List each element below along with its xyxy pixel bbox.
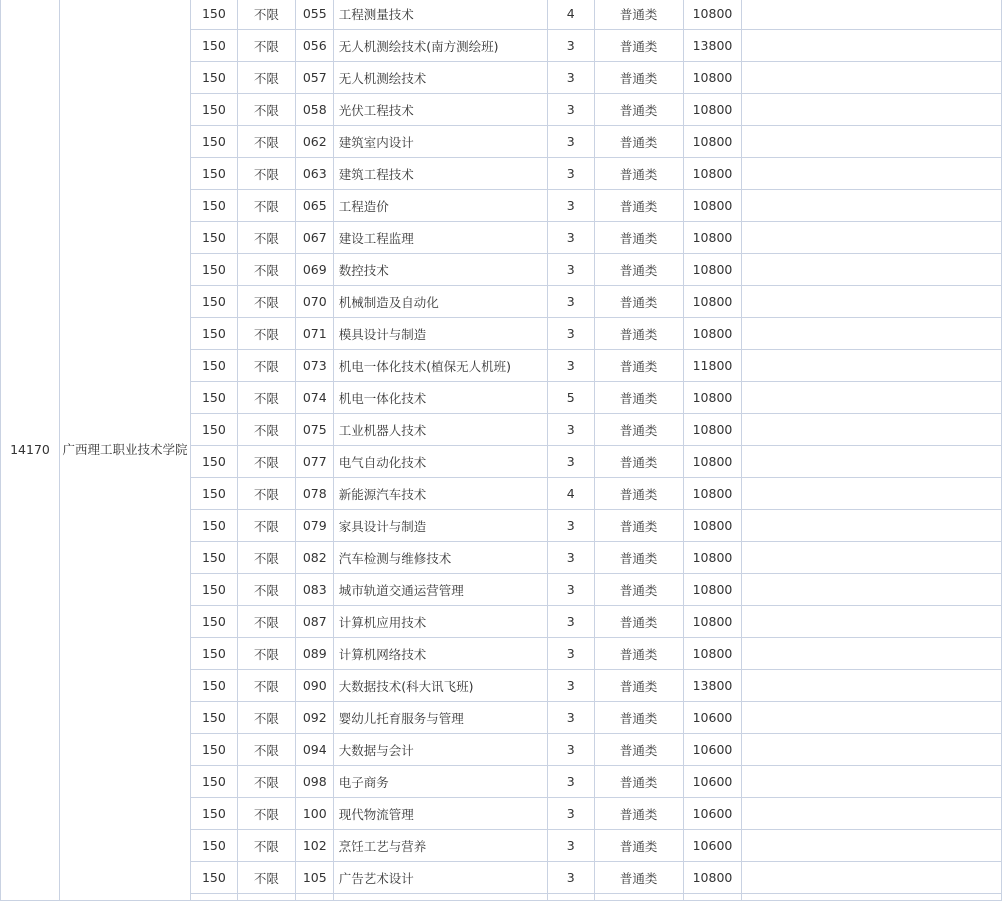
study-years-cell: 3 — [547, 702, 594, 734]
study-years-cell: 3 — [547, 446, 594, 478]
empty-cell — [742, 286, 1002, 318]
major-code-cell: 089 — [295, 638, 333, 670]
empty-cell — [742, 94, 1002, 126]
institution-code-cell: 14170 — [1, 0, 60, 901]
empty-cell — [742, 702, 1002, 734]
study-years-cell: 3 — [547, 318, 594, 350]
subject-requirement-cell: 不限 — [237, 638, 295, 670]
study-years-cell: 5 — [547, 382, 594, 414]
category-cell: 普通类 — [594, 542, 683, 574]
category-cell: 普通类 — [594, 414, 683, 446]
study-years-cell: 3 — [547, 30, 594, 62]
plan-count-cell: 150 — [190, 94, 237, 126]
empty-cell — [742, 318, 1002, 350]
plan-count-cell: 150 — [190, 414, 237, 446]
tuition-cell: 10800 — [683, 638, 742, 670]
empty-cell — [742, 414, 1002, 446]
major-name-cell: 工业机器人技术 — [333, 414, 547, 446]
tuition-cell: 10800 — [683, 446, 742, 478]
tuition-cell: 10800 — [683, 382, 742, 414]
empty-cell — [594, 894, 683, 901]
tuition-cell: 10800 — [683, 862, 742, 894]
study-years-cell: 4 — [547, 0, 594, 30]
plan-count-cell: 150 — [190, 734, 237, 766]
empty-cell — [742, 830, 1002, 862]
empty-cell — [683, 894, 742, 901]
subject-requirement-cell: 不限 — [237, 862, 295, 894]
major-code-cell: 067 — [295, 222, 333, 254]
major-code-cell: 079 — [295, 510, 333, 542]
major-code-cell: 092 — [295, 702, 333, 734]
plan-count-cell: 150 — [190, 350, 237, 382]
study-years-cell: 3 — [547, 254, 594, 286]
subject-requirement-cell: 不限 — [237, 830, 295, 862]
major-name-cell: 工程测量技术 — [333, 0, 547, 30]
major-name-cell: 现代物流管理 — [333, 798, 547, 830]
plan-count-cell: 150 — [190, 798, 237, 830]
plan-count-cell: 150 — [190, 446, 237, 478]
plan-count-cell: 150 — [190, 158, 237, 190]
subject-requirement-cell: 不限 — [237, 94, 295, 126]
major-name-cell: 模具设计与制造 — [333, 318, 547, 350]
major-code-cell: 083 — [295, 574, 333, 606]
category-cell: 普通类 — [594, 606, 683, 638]
study-years-cell: 3 — [547, 414, 594, 446]
study-years-cell: 3 — [547, 862, 594, 894]
major-name-cell: 机械制造及自动化 — [333, 286, 547, 318]
major-name-cell: 机电一体化技术 — [333, 382, 547, 414]
major-name-cell: 建设工程监理 — [333, 222, 547, 254]
category-cell: 普通类 — [594, 30, 683, 62]
category-cell: 普通类 — [594, 830, 683, 862]
major-code-cell: 071 — [295, 318, 333, 350]
tuition-cell: 10800 — [683, 286, 742, 318]
study-years-cell: 3 — [547, 126, 594, 158]
subject-requirement-cell: 不限 — [237, 734, 295, 766]
tuition-cell: 13800 — [683, 670, 742, 702]
empty-cell — [742, 478, 1002, 510]
empty-cell — [742, 190, 1002, 222]
tuition-cell: 10600 — [683, 734, 742, 766]
plan-count-cell: 150 — [190, 670, 237, 702]
tuition-cell: 10800 — [683, 126, 742, 158]
empty-cell — [742, 158, 1002, 190]
plan-count-cell: 150 — [190, 62, 237, 94]
empty-cell — [742, 510, 1002, 542]
plan-count-cell: 150 — [190, 254, 237, 286]
subject-requirement-cell: 不限 — [237, 446, 295, 478]
major-code-cell: 065 — [295, 190, 333, 222]
major-name-cell: 无人机测绘技术(南方测绘班) — [333, 30, 547, 62]
major-code-cell: 055 — [295, 0, 333, 30]
study-years-cell: 3 — [547, 190, 594, 222]
study-years-cell: 4 — [547, 478, 594, 510]
major-name-cell: 无人机测绘技术 — [333, 62, 547, 94]
major-code-cell: 090 — [295, 670, 333, 702]
tuition-cell: 10800 — [683, 190, 742, 222]
subject-requirement-cell: 不限 — [237, 798, 295, 830]
empty-cell — [190, 894, 237, 901]
category-cell: 普通类 — [594, 702, 683, 734]
category-cell: 普通类 — [594, 798, 683, 830]
tuition-cell: 10600 — [683, 702, 742, 734]
plan-count-cell: 150 — [190, 222, 237, 254]
subject-requirement-cell: 不限 — [237, 574, 295, 606]
study-years-cell: 3 — [547, 606, 594, 638]
major-name-cell: 计算机网络技术 — [333, 638, 547, 670]
major-code-cell: 077 — [295, 446, 333, 478]
study-years-cell: 3 — [547, 734, 594, 766]
category-cell: 普通类 — [594, 766, 683, 798]
subject-requirement-cell: 不限 — [237, 222, 295, 254]
major-code-cell: 105 — [295, 862, 333, 894]
plan-count-cell: 150 — [190, 606, 237, 638]
tuition-cell: 11800 — [683, 350, 742, 382]
category-cell: 普通类 — [594, 862, 683, 894]
subject-requirement-cell: 不限 — [237, 382, 295, 414]
study-years-cell: 3 — [547, 94, 594, 126]
major-code-cell: 057 — [295, 62, 333, 94]
tuition-cell: 10800 — [683, 318, 742, 350]
plan-count-cell: 150 — [190, 318, 237, 350]
empty-cell — [295, 894, 333, 901]
tuition-cell: 10600 — [683, 830, 742, 862]
major-code-cell: 094 — [295, 734, 333, 766]
plan-count-cell: 150 — [190, 30, 237, 62]
category-cell: 普通类 — [594, 190, 683, 222]
category-cell: 普通类 — [594, 126, 683, 158]
category-cell: 普通类 — [594, 670, 683, 702]
major-code-cell: 063 — [295, 158, 333, 190]
major-code-cell: 082 — [295, 542, 333, 574]
study-years-cell: 3 — [547, 158, 594, 190]
subject-requirement-cell: 不限 — [237, 414, 295, 446]
plan-count-cell: 150 — [190, 190, 237, 222]
category-cell: 普通类 — [594, 638, 683, 670]
empty-cell — [742, 30, 1002, 62]
study-years-cell: 3 — [547, 670, 594, 702]
plan-count-cell: 150 — [190, 478, 237, 510]
category-cell: 普通类 — [594, 574, 683, 606]
major-name-cell: 家具设计与制造 — [333, 510, 547, 542]
major-name-cell: 汽车检测与维修技术 — [333, 542, 547, 574]
plan-count-cell: 150 — [190, 126, 237, 158]
category-cell: 普通类 — [594, 478, 683, 510]
tuition-cell: 10800 — [683, 254, 742, 286]
major-name-cell: 大数据技术(科大讯飞班) — [333, 670, 547, 702]
major-name-cell: 工程造价 — [333, 190, 547, 222]
plan-count-cell: 150 — [190, 382, 237, 414]
tuition-cell: 10800 — [683, 222, 742, 254]
tuition-cell: 13800 — [683, 30, 742, 62]
study-years-cell: 3 — [547, 638, 594, 670]
subject-requirement-cell: 不限 — [237, 286, 295, 318]
empty-cell — [742, 126, 1002, 158]
plan-count-cell: 150 — [190, 702, 237, 734]
plan-count-cell: 150 — [190, 766, 237, 798]
major-name-cell: 新能源汽车技术 — [333, 478, 547, 510]
subject-requirement-cell: 不限 — [237, 30, 295, 62]
major-name-cell: 城市轨道交通运营管理 — [333, 574, 547, 606]
study-years-cell: 3 — [547, 798, 594, 830]
major-name-cell: 电气自动化技术 — [333, 446, 547, 478]
empty-cell — [742, 446, 1002, 478]
category-cell: 普通类 — [594, 222, 683, 254]
subject-requirement-cell: 不限 — [237, 350, 295, 382]
major-name-cell: 烹饪工艺与营养 — [333, 830, 547, 862]
subject-requirement-cell: 不限 — [237, 766, 295, 798]
major-code-cell: 074 — [295, 382, 333, 414]
major-name-cell: 大数据与会计 — [333, 734, 547, 766]
subject-requirement-cell: 不限 — [237, 158, 295, 190]
empty-cell — [742, 798, 1002, 830]
table-row — [1, 0, 1002, 30]
category-cell: 普通类 — [594, 446, 683, 478]
study-years-cell: 3 — [547, 62, 594, 94]
plan-count-cell: 150 — [190, 0, 237, 30]
study-years-cell: 3 — [547, 510, 594, 542]
subject-requirement-cell: 不限 — [237, 670, 295, 702]
empty-cell — [742, 350, 1002, 382]
empty-cell — [742, 222, 1002, 254]
tuition-cell: 10800 — [683, 414, 742, 446]
tuition-cell: 10800 — [683, 542, 742, 574]
study-years-cell: 3 — [547, 286, 594, 318]
subject-requirement-cell: 不限 — [237, 62, 295, 94]
tuition-cell: 10600 — [683, 766, 742, 798]
major-code-cell: 087 — [295, 606, 333, 638]
subject-requirement-cell: 不限 — [237, 542, 295, 574]
category-cell: 普通类 — [594, 350, 683, 382]
study-years-cell: 3 — [547, 542, 594, 574]
tuition-cell: 10800 — [683, 94, 742, 126]
subject-requirement-cell: 不限 — [237, 510, 295, 542]
plan-count-cell: 150 — [190, 286, 237, 318]
empty-cell — [742, 0, 1002, 30]
tuition-cell: 10800 — [683, 574, 742, 606]
empty-cell — [742, 670, 1002, 702]
study-years-cell: 3 — [547, 222, 594, 254]
plan-count-cell: 150 — [190, 574, 237, 606]
major-name-cell: 计算机应用技术 — [333, 606, 547, 638]
category-cell: 普通类 — [594, 0, 683, 30]
tuition-cell: 10800 — [683, 62, 742, 94]
plan-count-cell: 150 — [190, 638, 237, 670]
major-code-cell: 102 — [295, 830, 333, 862]
major-code-cell: 098 — [295, 766, 333, 798]
major-code-cell: 056 — [295, 30, 333, 62]
study-years-cell: 3 — [547, 766, 594, 798]
major-name-cell: 广告艺术设计 — [333, 862, 547, 894]
major-code-cell: 073 — [295, 350, 333, 382]
study-years-cell: 3 — [547, 830, 594, 862]
category-cell: 普通类 — [594, 318, 683, 350]
subject-requirement-cell: 不限 — [237, 126, 295, 158]
category-cell: 普通类 — [594, 382, 683, 414]
plan-count-cell: 150 — [190, 830, 237, 862]
empty-cell — [742, 382, 1002, 414]
subject-requirement-cell: 不限 — [237, 702, 295, 734]
category-cell: 普通类 — [594, 286, 683, 318]
major-name-cell: 婴幼儿托育服务与管理 — [333, 702, 547, 734]
empty-cell — [742, 606, 1002, 638]
empty-cell — [333, 894, 547, 901]
major-code-cell: 075 — [295, 414, 333, 446]
category-cell: 普通类 — [594, 94, 683, 126]
empty-cell — [742, 254, 1002, 286]
empty-cell — [547, 894, 594, 901]
study-years-cell: 3 — [547, 350, 594, 382]
tuition-cell: 10800 — [683, 158, 742, 190]
empty-cell — [742, 766, 1002, 798]
table-body — [1, 0, 1002, 901]
study-years-cell: 3 — [547, 574, 594, 606]
empty-cell — [742, 574, 1002, 606]
major-name-cell: 数控技术 — [333, 254, 547, 286]
empty-cell — [742, 542, 1002, 574]
tuition-cell: 10800 — [683, 606, 742, 638]
tuition-cell: 10600 — [683, 798, 742, 830]
empty-cell — [742, 62, 1002, 94]
subject-requirement-cell: 不限 — [237, 190, 295, 222]
subject-requirement-cell: 不限 — [237, 318, 295, 350]
category-cell: 普通类 — [594, 734, 683, 766]
tuition-cell: 10800 — [683, 0, 742, 30]
subject-requirement-cell: 不限 — [237, 0, 295, 30]
major-name-cell: 机电一体化技术(植保无人机班) — [333, 350, 547, 382]
major-code-cell: 078 — [295, 478, 333, 510]
category-cell: 普通类 — [594, 254, 683, 286]
major-code-cell: 062 — [295, 126, 333, 158]
major-code-cell: 069 — [295, 254, 333, 286]
major-name-cell: 电子商务 — [333, 766, 547, 798]
major-name-cell: 建筑室内设计 — [333, 126, 547, 158]
major-code-cell: 058 — [295, 94, 333, 126]
empty-cell — [742, 734, 1002, 766]
plan-count-cell: 150 — [190, 862, 237, 894]
empty-cell — [742, 862, 1002, 894]
institution-name-cell: 广西理工职业技术学院 — [59, 0, 190, 901]
empty-cell — [742, 894, 1002, 901]
plan-count-cell: 150 — [190, 510, 237, 542]
category-cell: 普通类 — [594, 62, 683, 94]
major-code-cell: 070 — [295, 286, 333, 318]
subject-requirement-cell: 不限 — [237, 606, 295, 638]
subject-requirement-cell: 不限 — [237, 254, 295, 286]
subject-requirement-cell: 不限 — [237, 478, 295, 510]
empty-cell — [237, 894, 295, 901]
category-cell: 普通类 — [594, 510, 683, 542]
major-name-cell: 光伏工程技术 — [333, 94, 547, 126]
category-cell: 普通类 — [594, 158, 683, 190]
plan-count-cell: 150 — [190, 542, 237, 574]
tuition-cell: 10800 — [683, 510, 742, 542]
major-name-cell: 建筑工程技术 — [333, 158, 547, 190]
empty-cell — [742, 638, 1002, 670]
tuition-cell: 10800 — [683, 478, 742, 510]
major-code-cell: 100 — [295, 798, 333, 830]
